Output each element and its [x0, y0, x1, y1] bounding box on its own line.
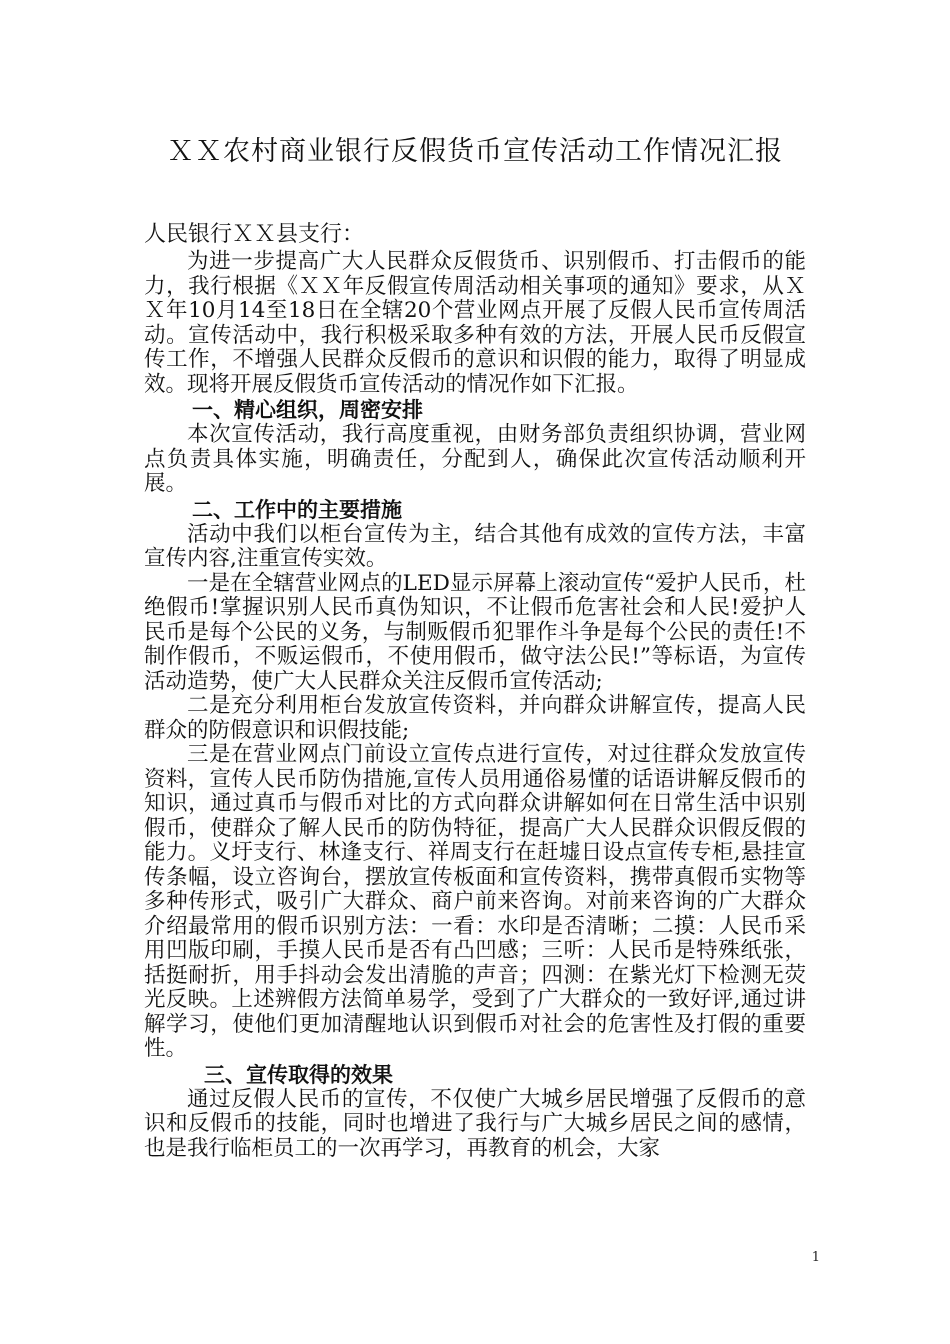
page-number: 1	[811, 1250, 820, 1265]
section-2-paragraph-1: 活动中我们以柜台宣传为主，结合其他有成效的宣传方法，丰富宣传内容,注重宣传实效。	[144, 521, 806, 571]
section-3-paragraph-1: 通过反假人民币的宣传，不仅使广大城乡居民增强了反假币的意识和反假币的技能，同时也增进了我行与广大城乡居民之间的感情，也是我行临柜员工的一次再学习，再教育的机会，大家	[144, 1086, 806, 1161]
salutation: 人民银行ＸＸ县支行：	[144, 222, 365, 247]
section-1-paragraph-1: 本次宣传活动，我行高度重视，由财务部负责组织协调，营业网点负责具体实施，明确责任，分配到人，确保此次宣传活动顺利开展。	[144, 422, 806, 496]
section-2-paragraph-2: 一是在全辖营业网点的LED显示屏幕上滚动宣传“爱护人民币，杜绝假币!掌握识别人民币真伪知识，不让假币危害社会和人民!爱护人民币是每个公民的义务，与制贩假币犯罪作斗争是每个公民的责任!不制作假币，不贩运假币，不使用假币，做守法公民!”等标语，为宣传活动造势，使广大人民群众关注反假币宣传活动;	[144, 570, 806, 694]
section-2-paragraph-3: 二是充分利用柜台发放宣传资料，并向群众讲解宣传，提高人民群众的防假意识和识假技能;	[144, 693, 806, 743]
section-heading-1: 一、精心组织，周密安排	[192, 398, 423, 422]
section-heading-2: 二、工作中的主要措施	[192, 497, 402, 522]
section-heading-3: 三、宣传取得的效果	[204, 1062, 393, 1087]
document-body	[144, 222, 806, 1161]
section-2-paragraph-4: 三是在营业网点门前设立宣传点进行宣传，对过往群众发放宣传资料，宣传人民币防伪措施,宣传人员用通俗易懂的话语讲解反假币的知识，通过真币与假币对比的方式向群众讲解如何在日常生活中识别假币，使群众了解人民币的防伪特征，提高广大人民群众识假反假的能力。义圩支行、林逢支行、祥周支行在赶墟日设点宣传专柜,悬挂宣传条幅，设立咨询台，摆放宣传板面和宣传资料，携带真假币实物等多种传形式，吸引广大群众、商户前来咨询。对前来咨询的广大群众介绍最常用的假币识别方法：一看：水印是否清晰；二摸：人民币采用凹版印刷，手摸人民币是否有凸凹感；三听：人民币是特殊纸张，括挺耐折，用手抖动会发出清脆的声音；四测：在紫光灯下检测无荧光反映。上述辨假方法简单易学，受到了广大群众的一致好评,通过讲解学习，使他们更加清醒地认识到假币对社会的危害性及打假的重要性。	[144, 742, 806, 1061]
document-title: ＸＸ农村商业银行反假货币宣传活动工作情况汇报	[167, 136, 783, 167]
intro-paragraph: 为进一步提高广大人民群众反假货币、识别假币、打击假币的能力，我行根据《ＸＸ年反假宣传周活动相关事项的通知》要求，从ＸＸ年10月14至18日在全辖20个营业网点开展了反假人民币宣传周活动。宣传活动中，我行积极采取多种有效的方法，开展人民币反假宣传工作，不增强人民群众反假币的意识和识假的能力，取得了明显成效。现将开展反假货币宣传活动的情况作如下汇报。	[144, 249, 806, 397]
